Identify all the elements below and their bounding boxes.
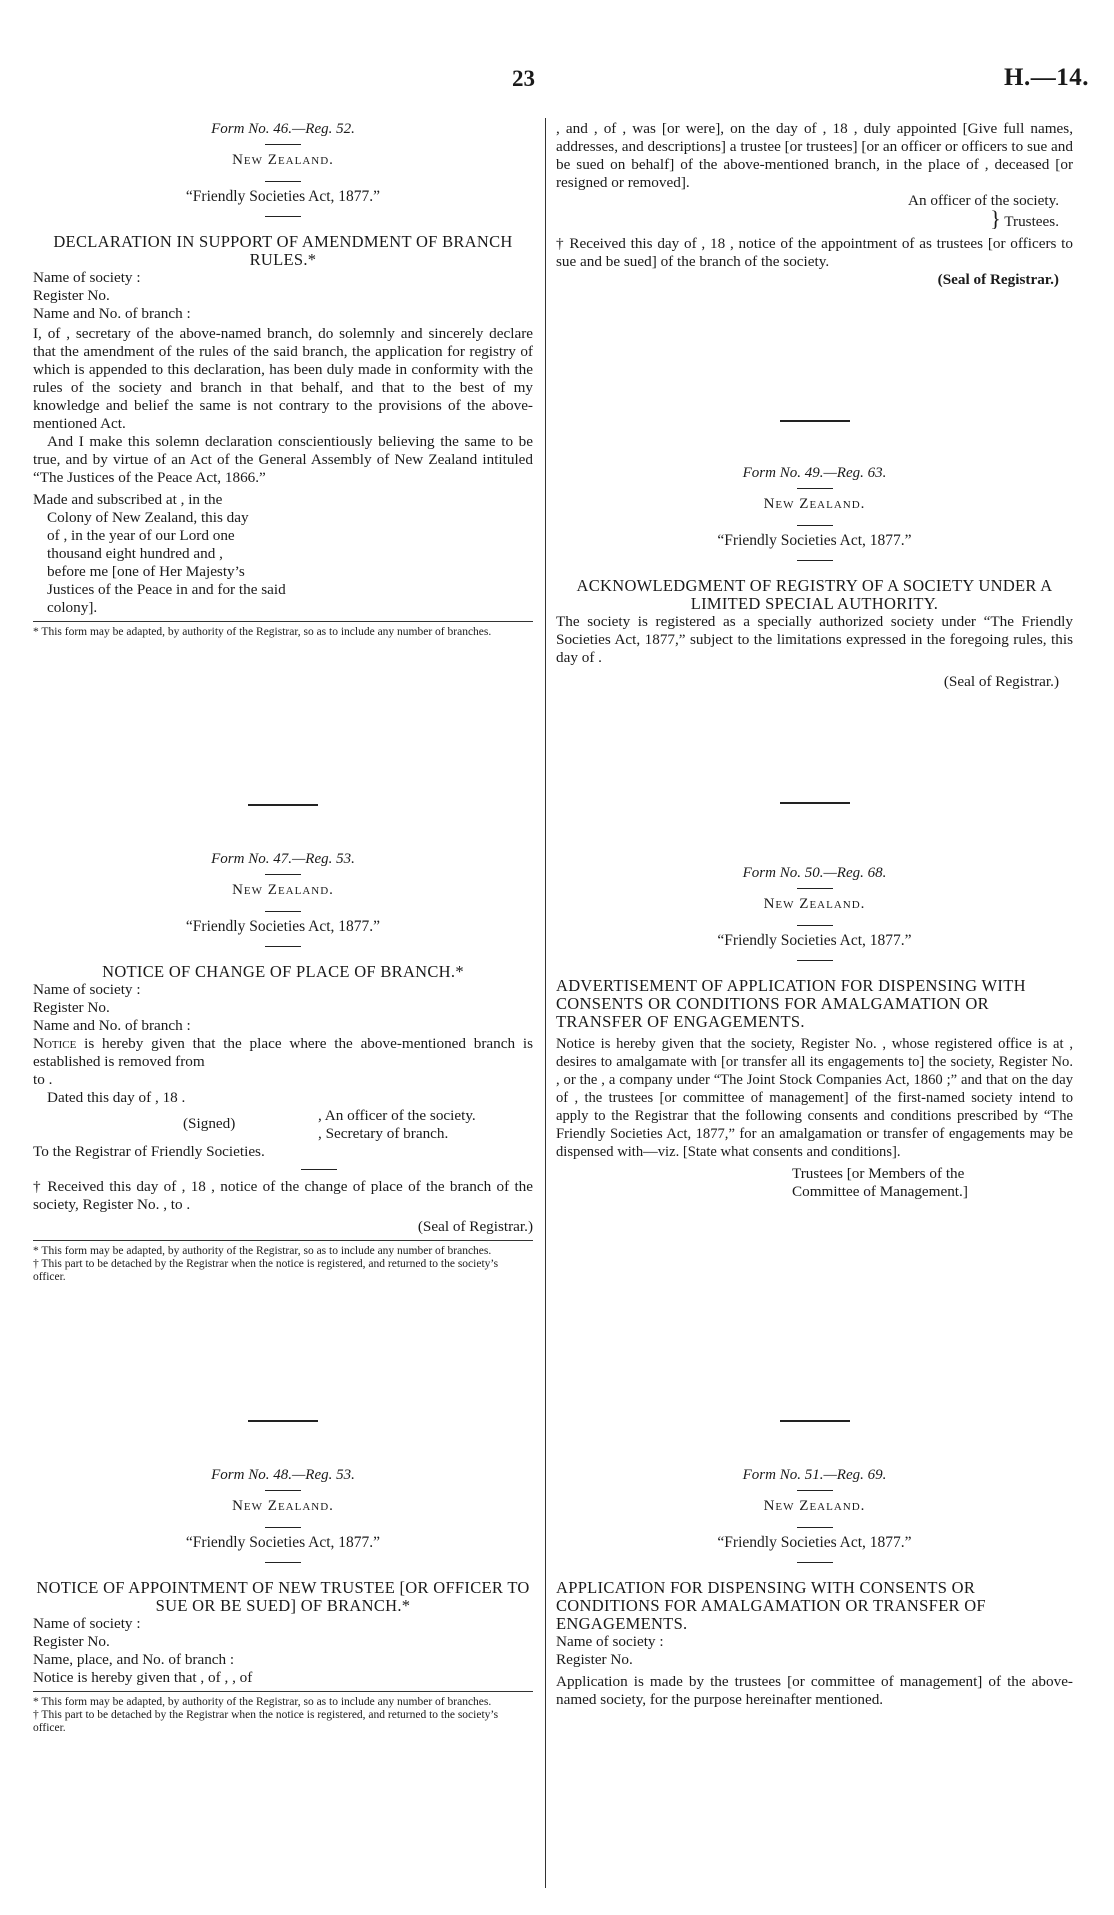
form-heading: NOTICE OF CHANGE OF PLACE OF BRANCH.* [102,962,464,981]
subscribed-line: of , in the year of our Lord one [47,527,235,544]
signed-label: (Signed) [183,1115,236,1132]
section-divider [780,802,850,804]
footnote: † This part to be detached by the Registrar when the notice is registered, and returned to the society’s officer. [33,1258,499,1283]
section-divider [248,1420,318,1422]
form-heading: NOTICE OF APPOINTMENT OF NEW TRUSTEE [OR OFFICER TO SUE OR BE SUED] OF BRANCH.* [36,1578,530,1615]
field-label: Register No. [33,287,110,304]
advertisement-body: Notice is hereby given that the society, Register No. , whose registered office is at , desires to amalgamate with [or transfer all its engagements to] the society, Register No. , or the , a company under “The Joint Stock Companies Act, 1860 ;” and that on the day of , the trustees [or committee of management] of the first-named society intend to apply to the Registrar that the following consents and conditions prescribed by “The Friendly Societies Act, 1877,” for an amalgamation or transfer of engagements may be dispensed with—viz. [State what consents and conditions]. [556,1036,1073,1160]
field-label: Name of society : [33,1615,141,1632]
country-heading: New Zealand. [763,896,866,912]
officer-signature: An officer of the society. [908,192,1059,209]
footnote: * This form may be adapted, by authority of the Registrar, so as to include any number of branches. [33,626,492,638]
act-title: “Friendly Societies Act, 1877.” [185,918,381,935]
field-label: Name of society : [33,981,141,998]
page-number: 23 [512,66,535,91]
notice-line: Notice is hereby given that , of , , of [33,1669,253,1686]
subscribed-line: Made and subscribed at , in the [33,491,223,508]
declaration-body-2: And I make this solemn declaration conscientiously believing the same to be true, and by virtue of an Act of the General Assembly of New Zealand intituled “The Justices of the Peace Act, 1866.” [33,433,533,486]
section-divider [780,1420,850,1422]
form-48 [33,1466,533,1735]
footnote-rule [33,621,533,622]
form-number: Form No. 48.—Reg. 53. [211,1467,355,1483]
subscribed-line: Justices of the Peace in and for the said [47,581,286,598]
signature-line: , An officer of the society. [318,1107,476,1124]
footnote: † This part to be detached by the Registrar when the notice is registered, and returned to the society’s officer. [33,1709,499,1734]
act-title: “Friendly Societies Act, 1877.” [185,188,381,205]
form-heading: ADVERTISEMENT OF APPLICATION FOR DISPENSING WITH CONSENTS OR CONDITIONS FOR AMALGAMATION OR TRANSFER OF ENGAGEMENTS. [556,976,1026,1031]
receipt-text: † Received this day of , 18 , notice of the appointment of as trustees [or officers to sue and be sued] of the branch of the society. [556,235,1073,270]
subscribed-line: colony]. [47,599,98,616]
signature-line: Trustees [or Members of the [792,1165,965,1182]
field-label: Name and No. of branch : [33,1017,191,1034]
seal-text: (Seal of Registrar.) [937,271,1059,288]
signature-line: , Secretary of branch. [318,1125,449,1142]
form-number: Form No. 46.—Reg. 52. [211,121,355,137]
act-title: “Friendly Societies Act, 1877.” [717,1534,912,1551]
field-label: Name, place, and No. of branch : [33,1651,235,1668]
act-title: “Friendly Societies Act, 1877.” [185,1534,381,1551]
footnote-rule [33,1691,533,1692]
field-label: Register No. [556,1651,633,1668]
seal-text: (Seal of Registrar.) [943,673,1059,690]
receipt-text: † Received this day of , 18 , notice of the change of place of the branch of the society, Register No. , to . [33,1178,533,1213]
field-label: Name and No. of branch : [33,305,191,322]
form-48-continued: , and , of , was [or were], on the day of , 18 , duly appointed [Give full names, addresses, and descriptions] a trustee [or trustees] [or an officer or officers to sue and be sued on behalf] of the above-mentioned branch, in the place of , deceased [or resigned or removed]. An officer of the society. } Trustees. † Received this day of , 18 , notice of the appointment of as trustees [or officers to sue and be sued] of the branch of the society. (Seal of Registrar.) [556,120,1073,288]
country-heading: New Zealand. [763,1498,866,1514]
addressee: To the Registrar of Friendly Societies. [33,1143,265,1160]
dated-line: Dated this day of , 18 . [47,1089,186,1106]
subscribed-line: before me [one of Her Majesty’s [47,563,245,580]
form-50 [556,864,1073,1201]
seal-text: (Seal of Registrar.) [417,1218,533,1235]
appointment-body: , and , of , was [or were], on the day of , 18 , duly appointed [Give full names, addresses, and descriptions] a trustee [or trustees] [or an officer or officers to sue and be sued on behalf] of the above-mentioned branch, in the place of , deceased [or resigned or removed]. [556,120,1073,191]
field-label: Register No. [33,999,110,1016]
form-47 [33,850,533,1284]
field-label: Name of society : [556,1633,664,1650]
section-divider [248,804,318,806]
form-number: Form No. 49.—Reg. 63. [742,465,887,481]
form-heading: ACKNOWLEDGMENT OF REGISTRY OF A SOCIETY UNDER A LIMITED SPECIAL AUTHORITY. [576,576,1053,613]
to-line: to . [33,1071,53,1088]
notice-body: is hereby given that the place where the above-mentioned branch is established is removed from [33,1035,534,1070]
footnote: * This form may be adapted, by authority of the Registrar, so as to include any number of branches. [33,1696,492,1708]
subscribed-line: thousand eight hundred and , [47,545,223,562]
field-label: Register No. [33,1633,110,1650]
field-label: Name of society : [33,269,141,286]
signature-line: Committee of Management.] [792,1183,968,1200]
subscribed-line: Colony of New Zealand, this day [47,509,249,526]
document-reference: H.—14. [1004,64,1089,91]
country-heading: New Zealand. [763,496,866,512]
acknowledgment-body: The society is registered as a specially authorized society under “The Friendly Societies Act, 1877,” subject to the limitations expressed in the foregoing rules, this day of . [556,613,1073,666]
trustees-signature: Trustees. [1004,213,1059,230]
form-49 [556,464,1073,691]
form-heading: APPLICATION FOR DISPENSING WITH CONSENTS OR CONDITIONS FOR AMALGAMATION OR TRANSFER OF ENGAGEMENTS. [556,1578,986,1633]
country-heading: New Zealand. [232,1498,334,1514]
form-heading: DECLARATION IN SUPPORT OF AMENDMENT OF BRANCH RULES.* [53,232,513,269]
declaration-body: I, of , secretary of the above-named branch, do solemnly and sincerely declare that the amendment of the rules of the said branch, the application for registry of which is appended to this declaration, has been duly made in conformity with the rules of the society and branch in that behalf, and that to the best of my knowledge and belief the same is not contrary to the provisions of the above-mentioned Act. [33,325,533,432]
act-title: “Friendly Societies Act, 1877.” [717,532,912,549]
form-number: Form No. 50.—Reg. 68. [742,865,887,881]
footnote: * This form may be adapted, by authority of the Registrar, so as to include any number of branches. [33,1245,492,1257]
form-number: Form No. 47.—Reg. 53. [211,851,355,867]
notice-word: Notice [33,1035,77,1052]
footnote-rule [33,1240,533,1241]
form-46 [33,120,533,639]
application-body: Application is made by the trustees [or committee of management] of the above-named society, for the purpose hereinafter mentioned. [556,1673,1073,1708]
country-heading: New Zealand. [232,882,334,898]
form-51 [556,1466,1073,1709]
act-title: “Friendly Societies Act, 1877.” [717,932,912,949]
section-divider [780,420,850,422]
form-number: Form No. 51.—Reg. 69. [742,1467,887,1483]
column-divider [545,118,546,1888]
country-heading: New Zealand. [232,152,334,168]
